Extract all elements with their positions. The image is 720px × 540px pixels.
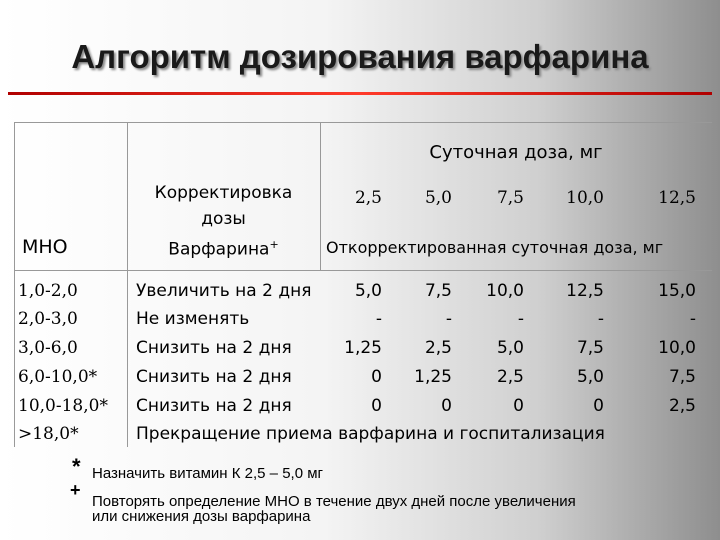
- dose-value: -: [375, 309, 382, 329]
- action-text: Увеличить на 2 дня: [136, 281, 312, 301]
- inr-value: 6,0-10,0*: [18, 367, 98, 387]
- dose-value: 0: [441, 396, 452, 416]
- dose-value: 0: [371, 396, 382, 416]
- inr-value: 2,0-3,0: [18, 309, 78, 329]
- dose-value: 7,5: [424, 281, 452, 301]
- header-inr: МНО: [22, 236, 68, 258]
- action-text: Снизить на 2 дня: [136, 367, 292, 387]
- inr-value: 3,0-6,0: [18, 338, 78, 358]
- inr-value: 10,0-18,0*: [18, 396, 108, 416]
- header-adjusted-dose: Откорректированная суточная доза, мг: [326, 238, 664, 257]
- dose-value: 2,5: [496, 367, 524, 387]
- action-text: Не изменять: [136, 309, 250, 329]
- dose-value: 0: [593, 396, 604, 416]
- header-correction: [127, 180, 320, 263]
- table-top-border: [14, 122, 712, 123]
- header-correction-line2: дозы: [201, 209, 246, 229]
- header-correction-line1: Корректировка: [154, 183, 293, 203]
- dose-value: 7,5: [668, 367, 696, 387]
- dose-header: 12,5: [658, 188, 696, 208]
- header-correction-line3: Варфарина+: [168, 238, 279, 260]
- footnote-plus-text-line1: Повторять определение МНО в течение двух дней после увеличения: [92, 493, 576, 510]
- footnote-star-symbol: *: [72, 454, 81, 479]
- table-header-border: [14, 270, 712, 271]
- dose-value: 1,25: [344, 338, 382, 358]
- footnote-plus-text-line2: или снижения дозы варфарина: [92, 508, 311, 525]
- dose-value: 10,0: [658, 338, 696, 358]
- action-text: Снизить на 2 дня: [136, 396, 292, 416]
- dose-header: 7,5: [496, 188, 524, 208]
- dose-value: 2,5: [668, 396, 696, 416]
- dose-value: 5,0: [576, 367, 604, 387]
- dose-value: -: [445, 309, 452, 329]
- dose-value: 5,0: [354, 281, 382, 301]
- dose-value: 0: [371, 367, 382, 387]
- dose-value: -: [517, 309, 524, 329]
- inr-value: >18,0*: [18, 424, 79, 444]
- dose-value: 0: [513, 396, 524, 416]
- inr-value: 1,0-2,0: [18, 281, 78, 301]
- dose-header: 5,0: [424, 188, 452, 208]
- page-title: Алгоритм дозирования варфарина: [71, 38, 649, 75]
- action-text: Снизить на 2 дня: [136, 338, 292, 358]
- title-underline: [8, 92, 712, 95]
- dose-value: 1,25: [414, 367, 452, 387]
- dose-value: 10,0: [486, 281, 524, 301]
- dose-header: 10,0: [566, 188, 604, 208]
- footnote-star-text: Назначить витамин К 2,5 – 5,0 мг: [92, 465, 323, 482]
- header-daily-dose: Суточная доза, мг: [429, 142, 603, 163]
- table-left-border: [14, 122, 15, 447]
- dose-value: 12,5: [566, 281, 604, 301]
- dose-value: 7,5: [576, 338, 604, 358]
- footnote-plus-symbol: +: [70, 480, 81, 500]
- dose-value: 15,0: [658, 281, 696, 301]
- table-divider-inr: [127, 122, 128, 447]
- dose-header: 2,5: [354, 188, 382, 208]
- dose-value: 2,5: [424, 338, 452, 358]
- action-text: Прекращение приема варфарина и госпитализация: [136, 424, 605, 444]
- dose-value: -: [597, 309, 604, 329]
- dose-value: 5,0: [496, 338, 524, 358]
- dose-value: -: [689, 309, 696, 329]
